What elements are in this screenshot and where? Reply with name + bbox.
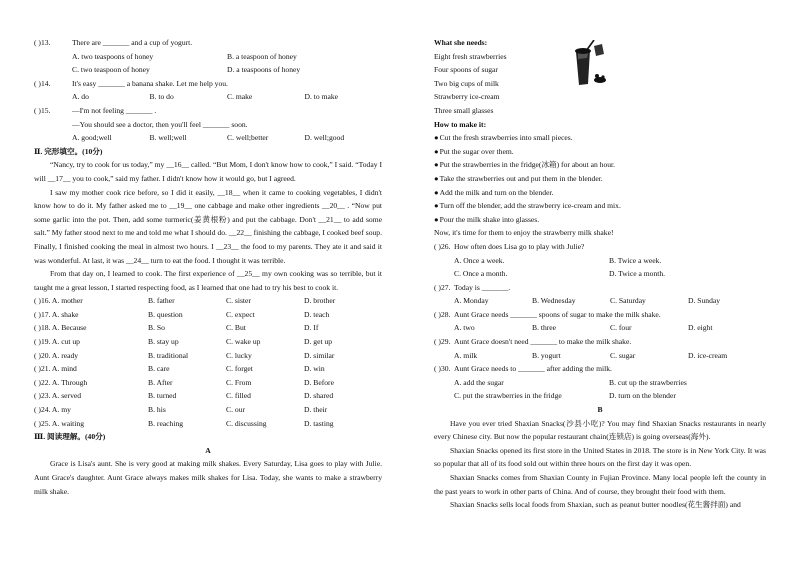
cloze-option: B. care	[148, 364, 170, 374]
needs-item: Eight fresh strawberries	[434, 51, 507, 61]
needs-item: Strawberry ice-cream	[434, 92, 500, 102]
cloze-option: C. wake up	[226, 337, 261, 347]
q26-options-2	[434, 267, 766, 281]
passage-a-label: A	[205, 445, 211, 455]
cloze-option: B. So	[148, 323, 165, 333]
cloze-option-a: ( )18. A. Because	[34, 323, 87, 333]
cloze-option-row	[34, 349, 382, 363]
q28-row	[434, 308, 766, 322]
cloze-option-a: ( )20. A. ready	[34, 350, 79, 360]
cloze-paragraph-2: I saw my mother cook rice before, so I did it easily, __18__ when it came to cooking vegetables, I didn't know how to do it. My father asked me to __19__ one cabbage and make other ingredients __20__ . “Now put some garlic into the pot. Then, add some turmeric(姜黄根粉) and put the cabbage. Don't __21__ to add some salt.” My father stood next to me and told me what I should do. __22__ finishing the cabbage, I cooked beef soup. Finally, I finished cooking the meal in almost two hours. I __23__ the food to my parents. They ate it and said it was wonderful. At last, it was __24__ turn to eat the food. I thought it was terrible.	[34, 187, 382, 265]
q27-row	[434, 281, 766, 295]
cloze-options	[34, 294, 382, 430]
cloze-option: C. But	[226, 323, 246, 333]
q27-option-a: A. Monday	[454, 296, 489, 306]
cloze-option-row	[34, 308, 382, 322]
cloze-option: D. get up	[304, 337, 333, 347]
cloze-option: D. If	[304, 323, 319, 333]
cloze-option: D. tasting	[304, 418, 334, 428]
cloze-option: C. lucky	[226, 350, 252, 360]
cloze-option-a: ( )24. A. my	[34, 405, 71, 415]
cloze-option-row	[34, 294, 382, 308]
q26-number: ( )26.	[434, 241, 451, 251]
cloze-option: C. discussing	[226, 418, 267, 428]
passage-b-label: B	[597, 405, 603, 415]
cloze-option: B. reaching	[148, 418, 184, 428]
step-item: ● Take the strawberries out and put them in the blender.	[434, 172, 766, 186]
needs-item: Two big cups of milk	[434, 78, 499, 88]
q29-options	[434, 349, 766, 363]
q15-option-d: D. well;good	[304, 133, 345, 143]
q15-line2-text: —You should see a doctor, then you'll feel _______ soon.	[72, 119, 248, 129]
step-item: ● Turn off the blender, add the strawberry ice-cream and mix.	[434, 199, 766, 213]
q29-number: ( )29.	[434, 337, 451, 347]
q13-stem: There are _______ and a cup of yogurt.	[72, 38, 193, 47]
cloze-paragraph-1: “Nancy, try to cook for us today,” my __16__ called. “But Mom, I don't know how to cook,” I said. “Today I will __17__ you to cook,” said my father. I didn't know how it would go, but I agreed.	[34, 160, 382, 183]
q29-row	[434, 335, 766, 349]
cloze-option: D. win	[304, 364, 325, 374]
q27-number: ( )27.	[434, 282, 451, 292]
passage-b-paragraph: Shaxian Snacks opened its first store in the United States in 2018. The store is in New York City. It was so popular that all of its food sold out within three hours on the first day it was open.	[434, 445, 766, 469]
q27-option-b: B. Wednesday	[532, 296, 576, 306]
q28-stem: Aunt Grace needs _______ spoons of sugar to make the milk shake.	[454, 309, 661, 319]
cloze-option-a: ( )17. A. shake	[34, 309, 79, 319]
q30-option-b: B. cut up the strawberries	[609, 377, 687, 387]
cloze-option-row	[34, 403, 382, 417]
q14-option-b: B. to do	[149, 92, 174, 102]
q15-option-b: B. well;well	[149, 133, 187, 143]
q30-number: ( )30.	[434, 364, 451, 374]
cloze-option-row	[34, 389, 382, 403]
cloze-option: B. After	[148, 377, 173, 387]
cloze-option-row	[34, 417, 382, 431]
cloze-option: B. father	[148, 296, 175, 306]
q29-stem: Aunt Grace doesn't need _______ to make the milk shake.	[454, 337, 632, 347]
q26-options-1	[434, 254, 766, 268]
milkshake-illustration-icon	[568, 40, 610, 90]
q26-option-a: A. Once a week.	[454, 255, 505, 265]
left-column	[34, 36, 382, 498]
q26-option-d: D. Twice a month.	[609, 269, 666, 279]
passage-b-paragraph: Shaxian Snacks comes from Shaxian County in Fujian Province. Many local people left the county in the past years to work in other parts of China. And of course, they brought their food with them.	[434, 473, 766, 496]
q30-row	[434, 362, 766, 376]
q15-option-a: A. good;well	[72, 133, 112, 143]
section-cloze-heading: Ⅱ. 完形填空。(10分)	[34, 146, 103, 156]
passage-b-paragraph: Have you ever tried Shaxian Snacks(沙县小吃)? You may find Shaxian Snacks restaurants in nearly every Chinese city. But now the popular restaurant chain(连锁店) is going overseas(海外).	[434, 418, 766, 442]
cloze-option: B. stay up	[148, 337, 179, 347]
needs-title: What she needs:	[434, 38, 488, 47]
cloze-option-row	[34, 362, 382, 376]
q13-option-b: B. a teaspoon of honey	[227, 51, 297, 61]
q15-option-c: C. well;better	[227, 133, 269, 143]
q28-number: ( )28.	[434, 309, 451, 319]
right-column	[434, 36, 766, 512]
q13-option-a: A. two teaspoons of honey	[72, 51, 154, 61]
q26-row	[434, 240, 766, 254]
q26-stem: How often does Lisa go to play with Julie?	[454, 241, 585, 251]
q13-number: ( )13.	[34, 38, 51, 47]
q30-options-1	[434, 376, 766, 390]
closing-line: Now, it's time for them to enjoy the strawberry milk shake!	[434, 228, 614, 238]
q28-option-b: B. three	[532, 323, 557, 333]
cloze-option-a: ( )23. A. served	[34, 391, 82, 401]
q27-option-c: C. Saturday	[610, 296, 646, 306]
step-item: ● Put the sugar over them.	[434, 145, 766, 159]
cloze-option: B. his	[148, 405, 166, 415]
cloze-option: C. our	[226, 405, 246, 415]
cloze-option-a: ( )25. A. waiting	[34, 418, 84, 428]
q14-option-c: C. make	[227, 92, 253, 102]
q26-option-c: C. Once a month.	[454, 269, 508, 279]
cloze-option-a: ( )19. A. cut up	[34, 337, 80, 347]
cloze-option: C. forget	[226, 364, 253, 374]
cloze-option: D. teach	[304, 309, 330, 319]
cloze-option-a: ( )21. A. mind	[34, 364, 77, 374]
cloze-paragraph-3: From that day on, I learned to cook. The first experience of __25__ my own cooking was so terrible, but it taught me a great lesson, I started respecting food, as I learned that one had to try his best to cook it.	[34, 269, 382, 292]
cloze-option: D. brother	[304, 296, 336, 306]
cloze-option-row	[34, 376, 382, 390]
q30-option-a: A. add the sugar	[454, 377, 504, 387]
q13-options-1	[34, 50, 382, 64]
q30-options-2	[434, 389, 766, 403]
cloze-option-a: ( )22. A. Through	[34, 377, 88, 387]
cloze-option: B. turned	[148, 391, 177, 401]
q14-option-a: A. do	[72, 92, 89, 102]
q26-option-b: B. Twice a week.	[609, 255, 662, 265]
q13-row	[34, 36, 382, 50]
q15-line2	[34, 118, 382, 132]
q30-option-c: C. put the strawberries in the fridge	[454, 391, 562, 401]
cloze-option: D. similar	[304, 350, 335, 360]
q27-option-d: D. Sunday	[688, 296, 721, 306]
needs-item: Four spoons of sugar	[434, 65, 498, 75]
how-title: How to make it:	[434, 119, 487, 129]
q28-option-c: C. four	[610, 323, 632, 333]
q30-stem: Aunt Grace needs to _______ after adding the milk.	[454, 364, 612, 374]
cloze-option: D. their	[304, 405, 328, 415]
step-item: ● Cut the fresh strawberries into small pieces.	[434, 131, 766, 145]
cloze-option: B. question	[148, 309, 183, 319]
q29-option-b: B. yogurt	[532, 350, 561, 360]
q27-options	[434, 294, 766, 308]
cloze-option: D. shared	[304, 391, 334, 401]
needs-item: Three small glasses	[434, 105, 494, 115]
q27-stem: Today is _______.	[454, 282, 511, 292]
cloze-option-row	[34, 335, 382, 349]
q29-option-c: C. sugar	[610, 350, 636, 360]
q28-option-d: D. eight	[688, 323, 713, 333]
q14-option-d: D. to make	[304, 92, 339, 102]
cloze-option: C. sister	[226, 296, 251, 306]
q15-options	[34, 131, 382, 145]
passage-b-paragraph: Shaxian Snacks sells local foods from Shaxian, such as peanut butter noodles(花生酱拌面) and	[450, 500, 741, 510]
cloze-option: B. traditional	[148, 350, 189, 360]
q14-options	[34, 90, 382, 104]
step-item: ● Pour the milk shake into glasses.	[434, 213, 766, 227]
q13-option-c: C. two teaspoon of honey	[72, 65, 150, 75]
q14-row	[34, 77, 382, 91]
passage-a-text: Grace is Lisa's aunt. She is very good at making milk shakes. Every Saturday, Lisa goes to play with Julie. Aunt Grace's daughter. Aunt Grace always makes milk shakes for Lisa. Today, she wants to make a strawberry milk shake.	[34, 459, 382, 496]
q29-option-d: D. ice-cream	[688, 350, 728, 360]
cloze-option-row	[34, 321, 382, 335]
q29-option-a: A. milk	[454, 350, 478, 360]
q28-option-a: A. two	[454, 323, 475, 333]
step-item: ● Put the strawberries in the fridge(冰箱) for about an hour.	[434, 158, 766, 172]
cloze-option: C. filled	[226, 391, 251, 401]
q30-option-d: D. turn on the blender	[609, 391, 676, 401]
q13-option-d: D. a teaspoons of honey	[227, 65, 301, 75]
cloze-option-a: ( )16. A. mother	[34, 296, 83, 306]
step-item: ● Add the milk and turn on the blender.	[434, 186, 766, 200]
q14-stem: It's easy _______ a banana shake. Let me help you.	[72, 78, 228, 88]
q15-stem: —I'm not feeling _______ .	[72, 105, 157, 115]
cloze-option: C. expect	[226, 309, 255, 319]
q14-number: ( )14.	[34, 78, 51, 88]
cloze-option: C. From	[226, 377, 252, 387]
q13-options-2	[34, 63, 382, 77]
q28-options	[434, 321, 766, 335]
q15-row	[34, 104, 382, 118]
cloze-option: D. Before	[304, 377, 334, 387]
q15-number: ( )15.	[34, 105, 51, 115]
section-reading-heading: Ⅲ. 阅读理解。(40分)	[34, 432, 106, 442]
